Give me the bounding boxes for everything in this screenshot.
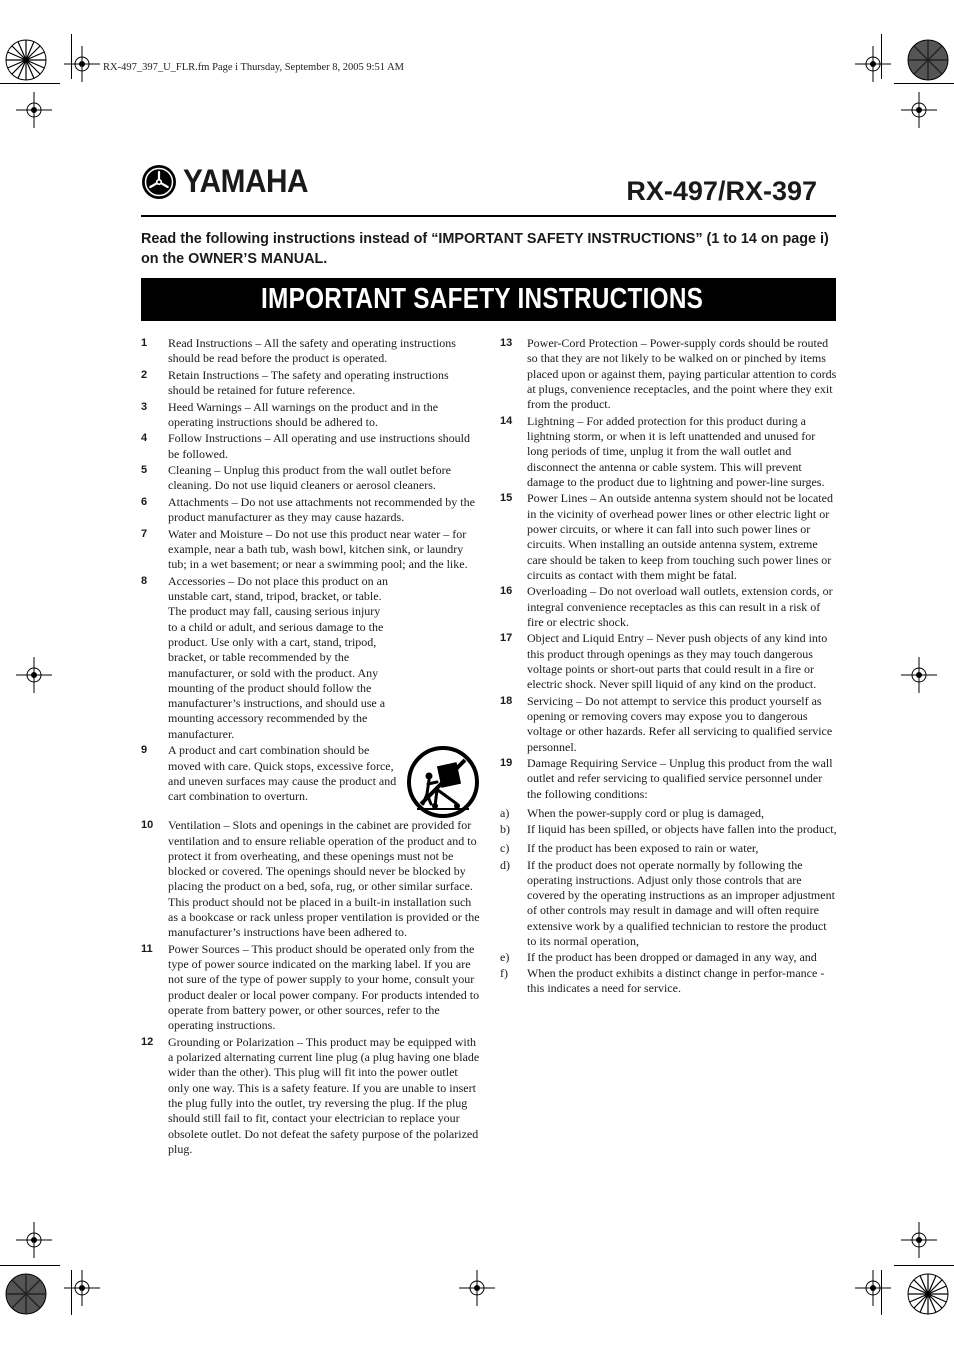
condition-item [500,966,838,997]
crosshair-registration-icon [16,92,52,128]
condition-item [500,950,838,965]
list-item [500,414,838,490]
item-number: 6 [141,495,148,508]
list-item [141,818,481,940]
list-item [141,743,481,804]
condition-letter: c) [500,841,510,856]
conditions-list [500,806,838,997]
condition-letter: e) [500,950,510,965]
list-item [141,400,481,431]
item-number: 8 [141,574,148,587]
crosshair-registration-icon [901,657,937,693]
condition-item [500,806,838,821]
crop-line [894,83,954,84]
item-number: 4 [141,432,148,445]
brand-logo [141,163,318,200]
item-number: 15 [500,492,513,505]
item-text: Cleaning – Unplug this product from the wall outlet before cleaning. Do not use liquid cleaners or aerosol cleaners. [168,463,451,493]
list-item [141,527,481,573]
page-title: IMPORTANT SAFETY INSTRUCTIONS [261,283,704,315]
item-number: 2 [141,368,148,381]
item-text: Heed Warnings – All warnings on the product and in the operating instructions should be adhered to. [168,399,439,429]
item-number: 1 [141,337,148,349]
item-number: 11 [141,942,153,955]
crosshair-registration-icon [855,1270,891,1306]
item-number: 9 [141,744,148,757]
list-item [141,463,481,494]
intro-notice: Read the following instructions instead of “IMPORTANT SAFETY INSTRUCTIONS” (1 to 14 on page i) on the OWNER’S MANUAL. [141,231,829,267]
list-item [141,1035,481,1157]
item-number: 12 [141,1035,154,1048]
item-number: 5 [141,464,148,477]
condition-letter: d) [500,857,510,872]
list-item [500,584,838,630]
item-number: 18 [500,694,513,707]
list-item [500,756,838,802]
file-info: RX-497_397_U_FLR.fm Page i Thursday, September 8, 2005 9:51 AM [103,62,404,73]
rosette-target-icon [4,38,48,82]
condition-letter: a) [500,806,510,821]
item-text: Overloading – Do not overload wall outlets, extension cords, or integral convenience receptacles as this can result in a risk of fire or electric shock. [527,584,833,629]
list-item [141,495,481,526]
rosette-target-icon [906,1272,950,1316]
crosshair-registration-icon [64,46,100,82]
crosshair-registration-icon [64,1270,100,1306]
model-number: RX-497/RX-397 [626,176,817,206]
crosshair-registration-icon [16,657,52,693]
cart-warning-icon [407,746,479,818]
item-text: Retain Instructions – The safety and operating instructions should be retained for future reference. [168,367,449,398]
item-number: 14 [500,414,513,427]
condition-text: If the product does not operate normally by following the operating instructions. Adjust only those controls that are covered by the operating instructions as an improper adjustment of other controls may result in damage and will often require extensive work by a qualified technician to restore the product to its normal operation, [527,857,835,948]
item-number: 13 [500,337,513,349]
condition-text: When the power-supply cord or plug is damaged, [527,806,765,821]
header-rule [141,215,836,217]
item-number: 19 [500,757,513,770]
list-item [500,631,838,692]
left-column [141,336,481,1158]
right-column [500,336,838,998]
condition-text: If the product has been dropped or damaged in any way, and [527,950,817,965]
condition-text: If liquid has been spilled, or objects have fallen into the product, [527,822,837,837]
crosshair-registration-icon [901,1222,937,1258]
list-item [500,336,838,412]
crosshair-registration-icon [855,46,891,82]
brand-name: YAMAHA [183,163,309,199]
crop-line [0,83,60,84]
condition-item [500,841,838,856]
rosette-target-icon [906,38,950,82]
condition-letter: f) [500,966,508,981]
item-text: Power Lines – An outside antenna system should not be located in the vicinity of overhead power lines or other electric light or power circuits, or where it can fall into such power lines or circuits. When installing an outside antenna system, extreme care should be taken to keep from touching such power lines or circuits as contact with them might be fatal. [527,491,833,582]
condition-text: If the product has been exposed to rain or water, [527,841,759,856]
item-text: Grounding or Polarization – This product may be equipped with a polarized alternating current line plug (a plug having one blade wider than the other). This plug will fit into the power outlet only one way. This is a safety feature. If you are unable to insert the plug fully into the outlet, try reversing the plug. If the plug should still fail to fit, contact your electrician to replace your obsolete outlet. Do not defeat the safety purpose of the polarized plug. [168,1034,480,1156]
list-item [141,431,481,462]
item-number: 10 [141,819,154,832]
crop-line [0,1265,60,1266]
item-number: 3 [141,400,148,413]
item-text: Power-Cord Protection – Power-supply cords should be routed so that they are not likely to be walked on or pinched by items placed upon or against them, paying particular attention to cords at plugs, convenience receptacles, and the point where they exit from the product. [527,336,837,412]
rosette-target-icon [4,1272,48,1316]
crop-line [894,1265,954,1266]
item-text: Attachments – Do not use attachments not recommended by the product manufacturer as they may cause hazards. [168,494,475,525]
tuning-forks-logo-icon [141,164,177,200]
item-text: A product and cart combination should be moved with care. Quick stops, excessive force, and uneven surfaces may cause the product and cart combination to overturn. [168,743,397,804]
condition-item [500,858,838,950]
item-text: Damage Requiring Service – Unplug this product from the wall outlet and refer servicing to qualified service personnel under the following conditions: [527,756,833,801]
item-text: Lightning – For added protection for this product during a lightning storm, or when it is left unattended and unused for long periods of time, unplug it from the wall outlet and disconnect the antenna or cable system. This will prevent damage to the product due to lightning and power-line surges. [527,413,825,489]
item-text: Accessories – Do not place this product on an unstable cart, stand, tripod, bracket, or table. The product may fall, causing serious injury to a child or adult, and serious damage to the product. Use only with a cart, stand, tripod, bracket, or table recommended by the manufacturer, or sold with the product. Any mounting of the product should follow the manufacturer’s instructions, and should use a mounting accessory recommended by the manufacturer. [168,573,388,741]
list-item [141,574,481,742]
condition-text: When the product exhibits a distinct change in perfor-mance - this indicates a need for service. [527,966,825,996]
list-item [500,491,838,583]
condition-letter: b) [500,822,510,837]
item-text: Object and Liquid Entry – Never push objects of any kind into this product through openings as they may touch dangerous voltage points or short-out parts that could result in a fire or electric shock. Never spill liquid of any kind on the product. [527,631,828,692]
item-text: Power Sources – This product should be operated only from the type of power source indicated on the marking label. If you are not sure of the type of power supply to your home, consult your product dealer or local power company. For products intended to operate from battery power, or other sources, refer to the operating instructions. [168,941,480,1033]
list-item [500,694,838,755]
item-text: Read Instructions – All the safety and operating instructions should be read before the product is operated. [168,336,456,366]
list-item [141,368,481,399]
item-text: Water and Moisture – Do not use this product near water – for example, near a bath tub, wash bowl, kitchen sink, or laundry tub; in a wet basement; or near a swimming pool; and the like. [168,526,468,572]
item-number: 16 [500,585,513,598]
item-text: Follow Instructions – All operating and use instructions should be followed. [168,431,470,461]
list-item [141,942,481,1034]
condition-item [500,822,838,837]
item-number: 7 [141,527,148,540]
crosshair-registration-icon [459,1270,495,1306]
item-number: 17 [500,632,513,645]
title-banner [141,278,836,321]
crosshair-registration-icon [16,1222,52,1258]
item-text: Ventilation – Slots and openings in the cabinet are provided for ventilation and to ensure reliable operation of the product and to protect it from overheating, and these openings must not be blocked or covered. The openings should never be blocked by placing the product on a bed, sofa, rug, or other similar surface. This product should not be placed in a built-in installation such as a bookcase or rack unless proper ventilation is provided or the manufacturer’s instructions have been adhered to. [168,818,480,940]
crosshair-registration-icon [901,92,937,128]
list-item [141,336,481,367]
item-text: Servicing – Do not attempt to service this product yourself as opening or removing covers may expose you to dangerous voltage or other hazards. Refer all servicing to qualified service personnel. [527,693,833,754]
